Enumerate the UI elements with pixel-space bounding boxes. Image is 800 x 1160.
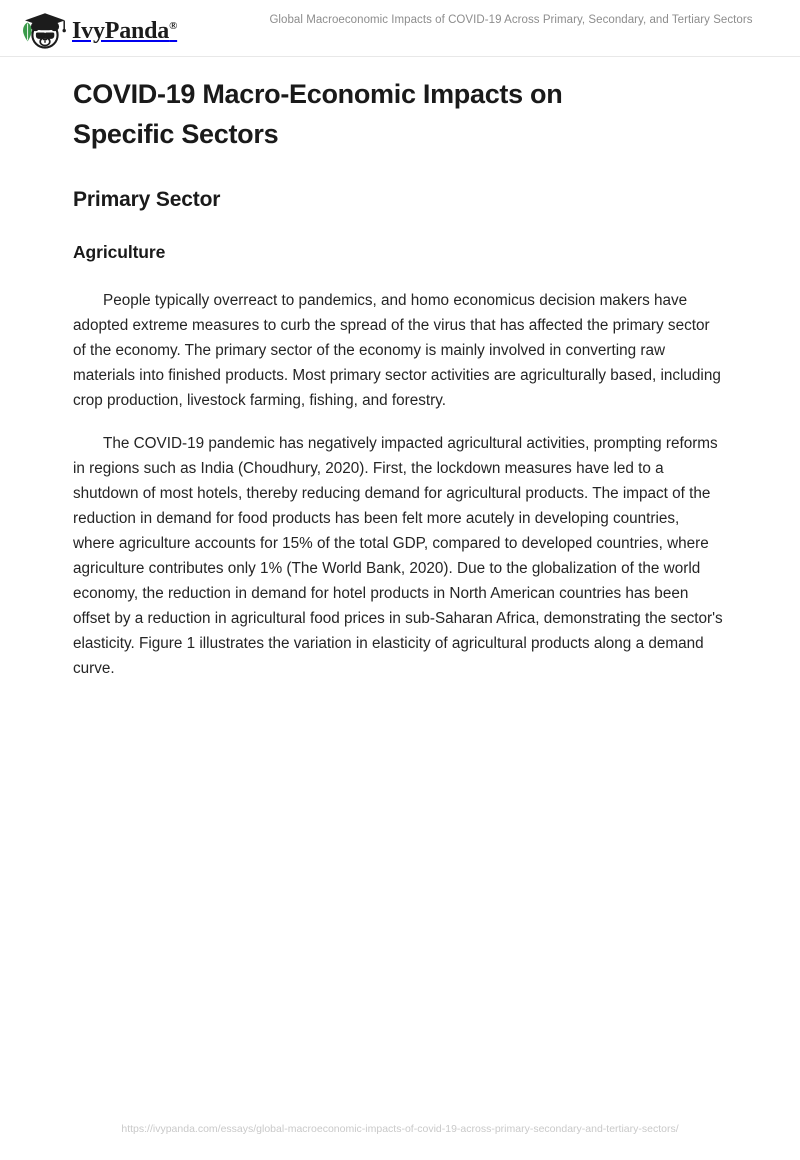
- page-title: COVID-19 Macro-Economic Impacts on Specific Sectors: [73, 79, 563, 149]
- section-heading-primary-sector: Primary Sector: [73, 188, 221, 211]
- brand-wordmark: [72, 19, 177, 43]
- page-header: [0, 0, 800, 57]
- brand-name-text: IvyPanda: [72, 18, 170, 44]
- paragraph-1: People typically overreact to pandemics, and homo economicus decision makers have adopted extreme measures to curb the spread of the virus that has affected the primary sector of the economy. The primary sector of the economy is mainly involved in converting raw materials into finished products. Most primary sector activities are agriculturally based, including crop production, livestock farming, fishing, and forestry.: [73, 292, 721, 409]
- green-leaf-icon: [23, 23, 32, 42]
- source-url-link[interactable]: https://ivypanda.com/essays/global-macroeconomic-impacts-of-covid-19-across-primary-secondary-and-tertiary-sectors/: [121, 1123, 679, 1135]
- paragraph-2: The COVID-19 pandemic has negatively impacted agricultural activities, prompting reforms in regions such as India (Choudhury, 2020). First, the lockdown measures have led to a shutdown of most hotels, thereby reducing demand for agricultural products. The impact of the reduction in demand for food products has been felt more acutely in developing countries, where agriculture accounts for 15% of the total GDP, compared to developed countries, where agriculture contributes only 1% (The World Bank, 2020). Due to the globalization of the world economy, the reduction in demand for hotel products in North American countries has been offset by a reduction in agricultural food prices in sub-Saharan Africa, demonstrating the sector's elasticity. Figure 1 illustrates the variation in elasticity of agricultural products along a demand curve.: [73, 435, 723, 677]
- subsection-heading-agriculture: Agriculture: [73, 242, 166, 262]
- document-content: [73, 74, 723, 681]
- running-head: Global Macroeconomic Impacts of COVID-19 Across Primary, Secondary, and Tertiary Sectors: [269, 14, 753, 26]
- page-footer: [0, 1114, 800, 1160]
- registered-mark: ®: [169, 20, 178, 32]
- brand-logo-link[interactable]: [14, 9, 177, 53]
- panda-graduate-logo: [14, 9, 70, 53]
